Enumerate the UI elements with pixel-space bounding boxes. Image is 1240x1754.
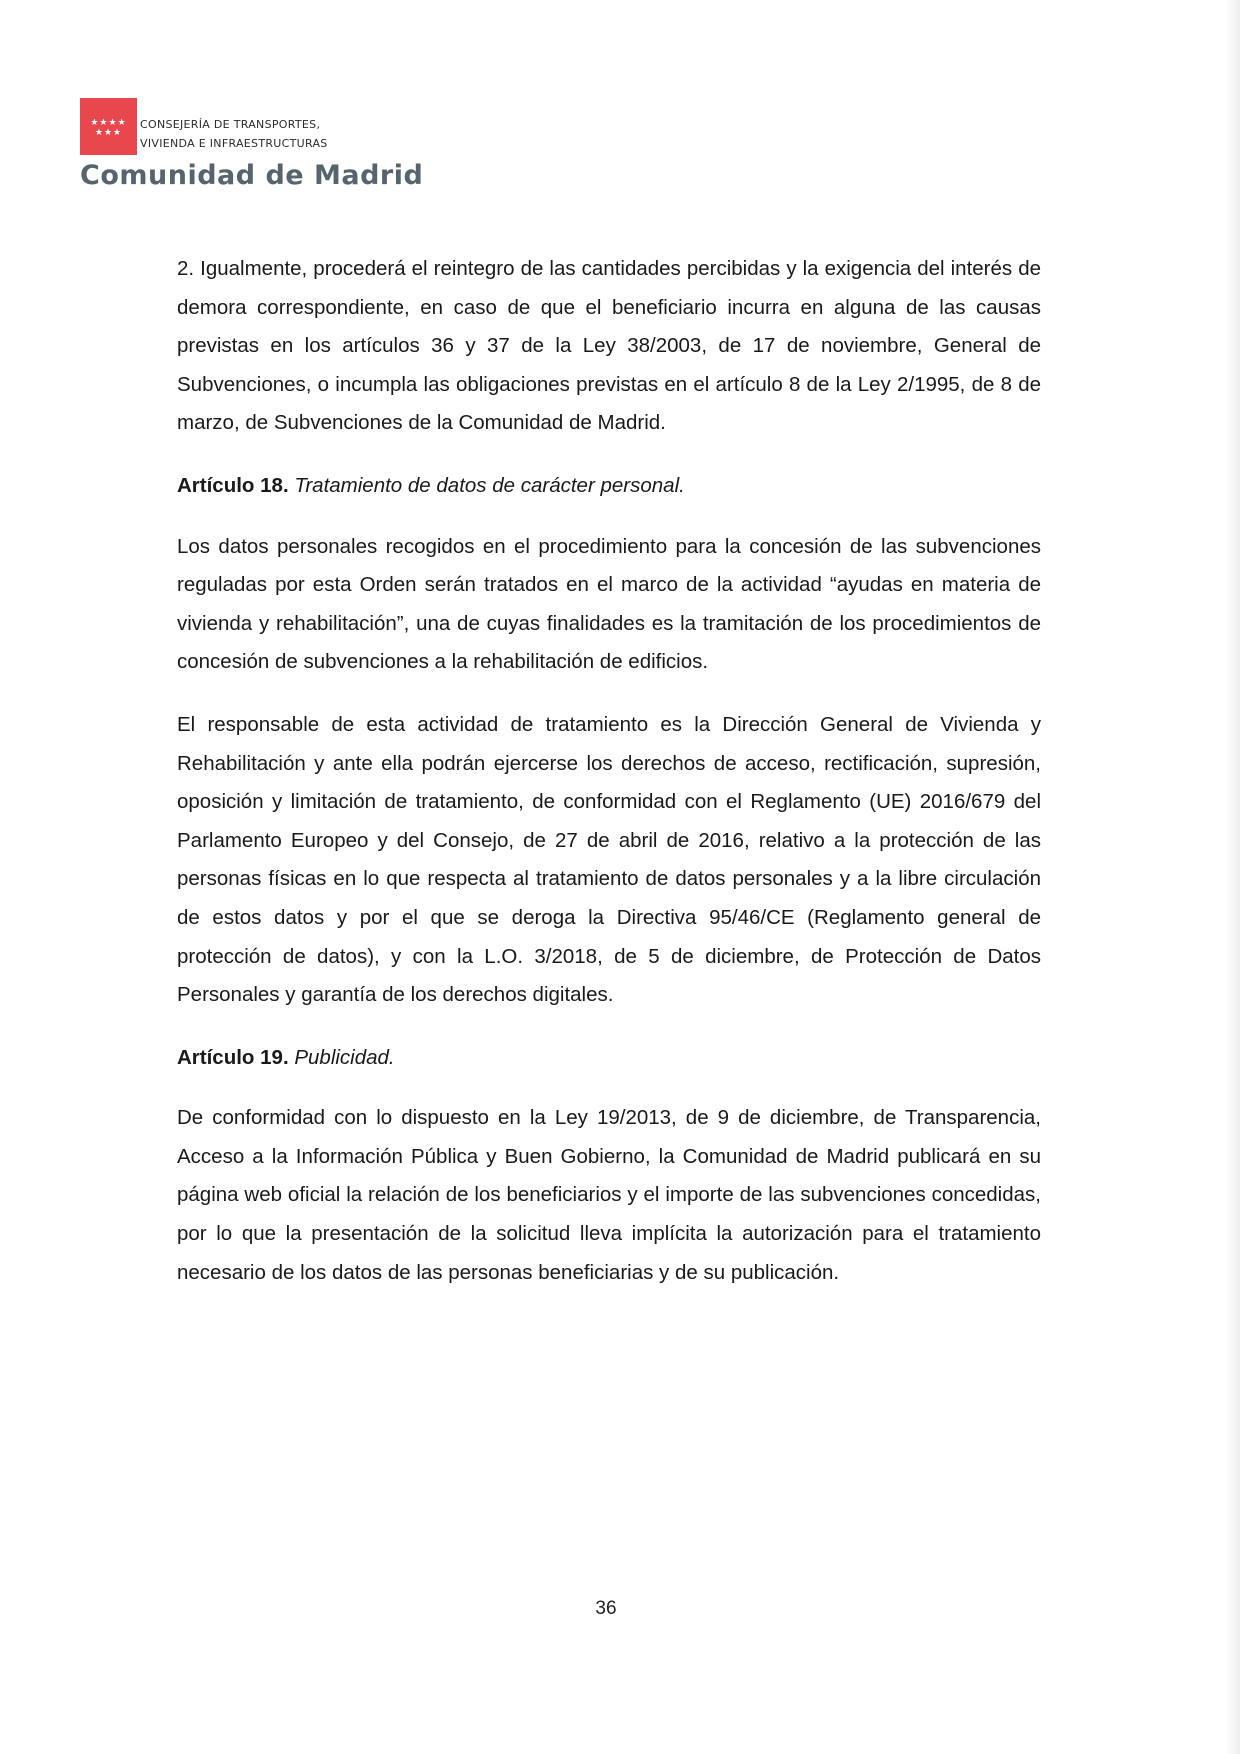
paragraph-reintegro: 2. Igualmente, procederá el reintegro de las cantidades percibidas y la exigencia del interés de demora correspondiente, en caso de que el beneficiario incurra en alguna de las causas previstas en los artículos 36 y 37 de la Ley 38/2003, de 17 de noviembre, General de Subvenciones, o incumpla las obligaciones previstas en el artículo 8 de la Ley 2/1995, de 8 de marzo, de Subvenciones de la Comunidad de Madrid. bbox=[177, 257, 1041, 435]
article-18-number: Artículo 18. bbox=[177, 473, 289, 497]
brand-logotype: Comunidad de Madrid bbox=[80, 160, 424, 191]
article-18-heading bbox=[177, 467, 1041, 506]
department-line-2: VIVIENDA E INFRAESTRUCTURAS bbox=[140, 137, 328, 150]
article-19-title: Publicidad. bbox=[294, 1045, 395, 1069]
document-body bbox=[177, 250, 1041, 1316]
article-19-number: Artículo 19. bbox=[177, 1045, 289, 1069]
department-name bbox=[140, 115, 328, 153]
page-number: 36 bbox=[595, 1598, 617, 1619]
paragraph-responsable: El responsable de esta actividad de tratamiento es la Dirección General de Vivienda y Rehabilitación y ante ella podrán ejercerse los derechos de acceso, rectificación, supresión, oposición y limitación de tratamiento, de conformidad con el Reglamento (UE) 2016/679 del Parlamento Europeo y del Consejo, de 27 de abril de 2016, relativo a la protección de las personas físicas en lo que respecta al tratamiento de datos personales y a la libre circulación de estos datos y por el que se deroga la Directiva 95/46/CE (Reglamento general de protección de datos), y con la L.O. 3/2018, de 5 de diciembre, de Protección de Datos Personales y garantía de los derechos digitales. bbox=[177, 712, 1041, 1007]
article-19-heading bbox=[177, 1039, 1041, 1078]
department-line-1: CONSEJERÍA DE TRANSPORTES, bbox=[140, 118, 321, 131]
madrid-flag-icon: ★★★★ ★★★ bbox=[80, 98, 137, 155]
paragraph-datos-personales: Los datos personales recogidos en el procedimiento para la concesión de las subvenciones reguladas por esta Orden serán tratados en el marco de la actividad “ayudas en materia de vivienda y rehabilitación”, una de cuyas finalidades es la tramitación de los procedimientos de concesión de subvenciones a la rehabilitación de edificios. bbox=[177, 534, 1041, 674]
paragraph-publicidad: De conformidad con lo dispuesto en la Ley 19/2013, de 9 de diciembre, de Transparencia, Acceso a la Información Pública y Buen Gobierno, la Comunidad de Madrid publicará en su página web oficial la relación de los beneficiarios y el importe de las subvenciones concedidas, por lo que la presentación de la solicitud lleva implícita la autorización para el tratamiento necesario de los datos de las personas beneficiarias y de su publicación. bbox=[177, 1106, 1041, 1284]
page-edge bbox=[1226, 0, 1240, 1754]
article-18-title: Tratamiento de datos de carácter personal. bbox=[294, 473, 685, 497]
document-header bbox=[80, 98, 500, 194]
